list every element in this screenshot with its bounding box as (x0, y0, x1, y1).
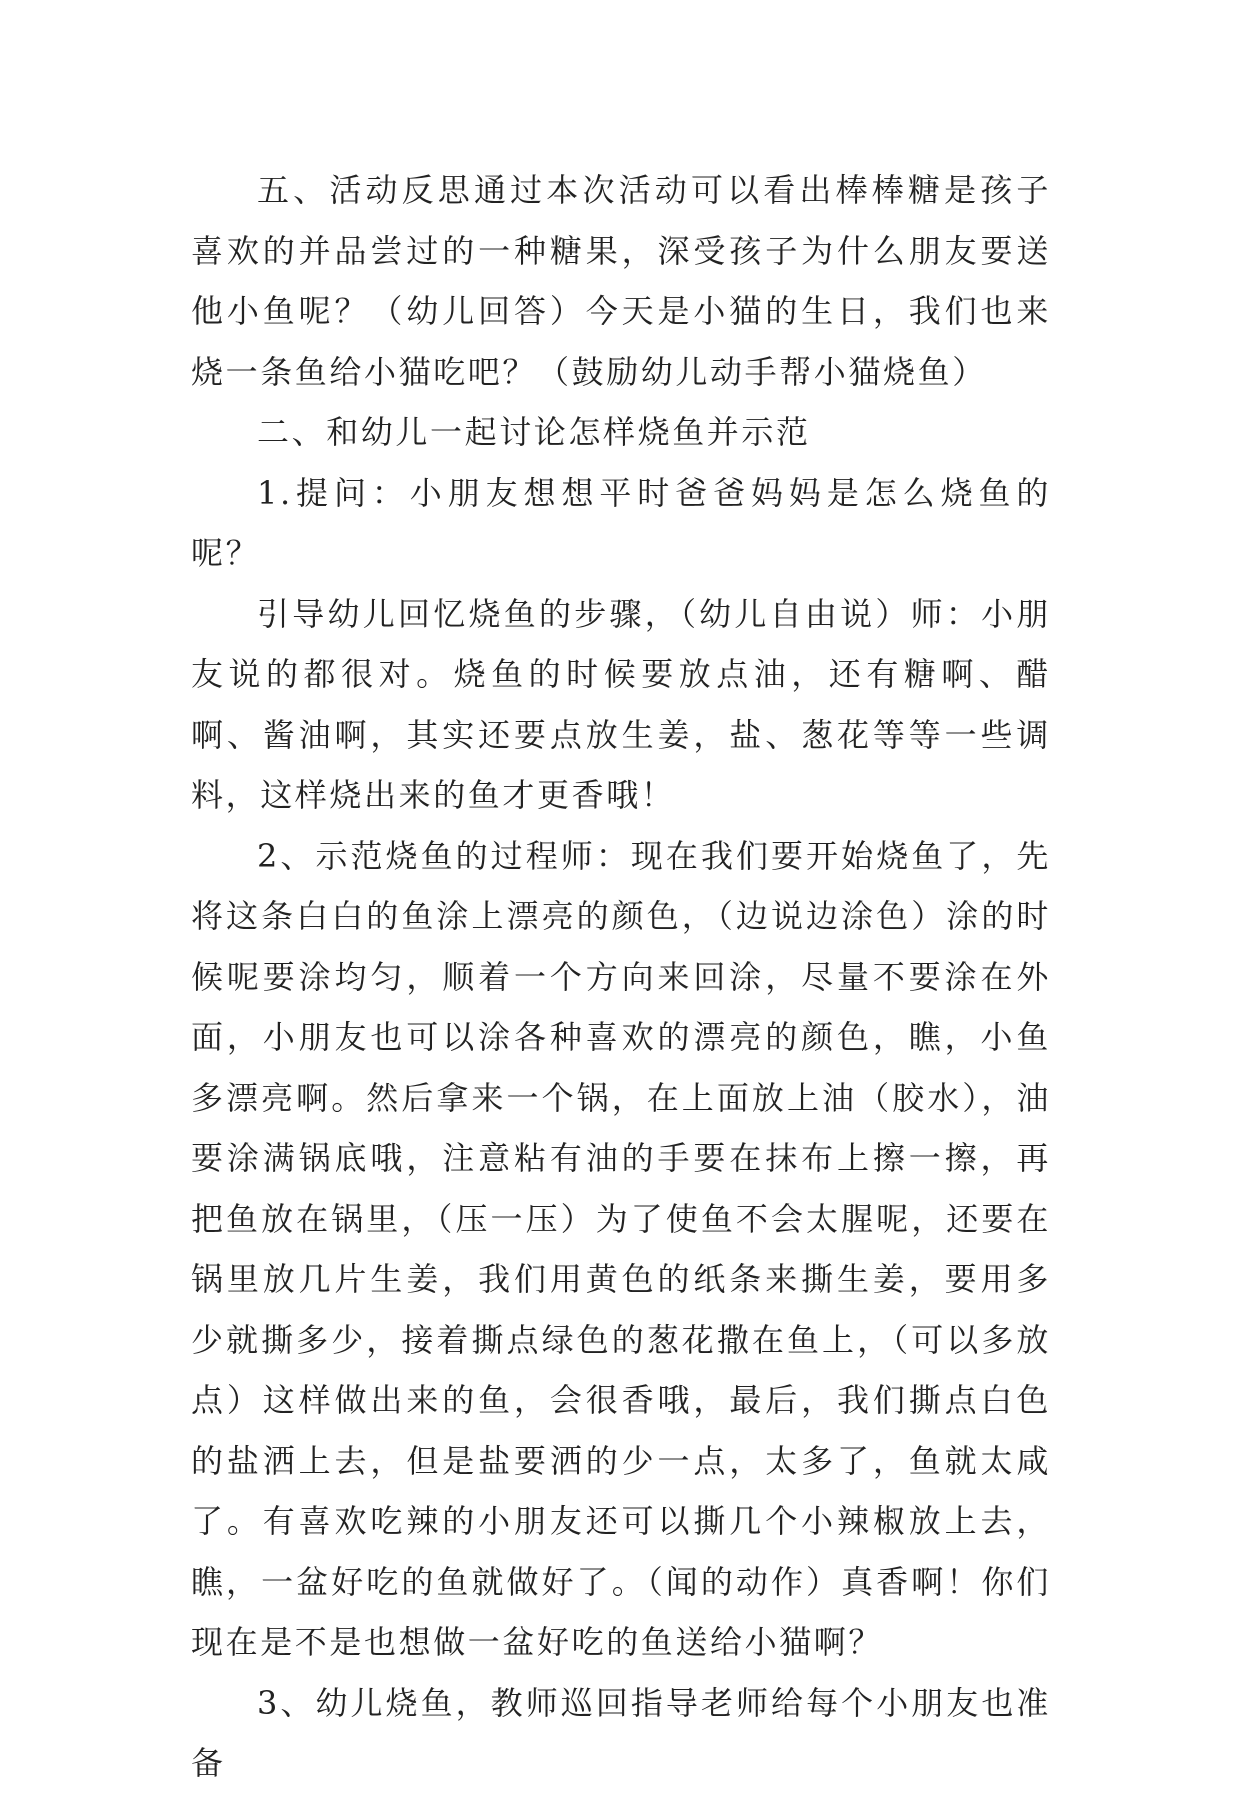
paragraph-section-two-heading: 二、和幼儿一起讨论怎样烧鱼并示范 (257, 413, 811, 451)
paragraph-recall-steps: 引导幼儿回忆烧鱼的步骤，（幼儿自由说）师：小朋友说的都很对。烧鱼的时候要放点油，还有糖啊、醋啊、酱油啊，其实还要点放生姜，盐、葱花等等一些调料，这样烧出来的鱼才更香哦！ (191, 594, 1051, 814)
paragraph-children-cooking: 3、幼儿烧鱼，教师巡回指导老师给每个小朋友也准备 (191, 1683, 1051, 1782)
paragraph-demonstration: 2、示范烧鱼的过程师：现在我们要开始烧鱼了，先将这条白白的鱼涂上漂亮的颜色，（边说边涂色）涂的时候呢要涂均匀，顺着一个方向来回涂，尽量不要涂在外面，小朋友也可以涂各种喜欢的漂亮的颜色，瞧，小鱼多漂亮啊。然后拿来一个锅，在上面放上油（胶水），油要涂满锅底哦，注意粘有油的手要在抹布上擦一擦，再把鱼放在锅里，（压一压）为了使鱼不会太腥呢，还要在锅里放几片生姜，我们用黄色的纸条来撕生姜，要用多少就撕多少，接着撕点绿色的葱花撒在鱼上，（可以多放点）这样做出来的鱼，会很香哦，最后，我们撕点白色的盐洒上去，但是盐要洒的少一点，太多了，鱼就太咸了。有喜欢吃辣的小朋友还可以撕几个小辣椒放上去，瞧，一盆好吃的鱼就做好了。（闻的动作）真香啊！你们现在是不是也想做一盆好吃的鱼送给小猫啊？ (191, 836, 1051, 1661)
document-body (191, 160, 1051, 1794)
paragraph-question: 1.提问：小朋友想想平时爸爸妈妈是怎么烧鱼的呢？ (191, 473, 1051, 572)
paragraph-reflection: 五、活动反思通过本次活动可以看出棒棒糖是孩子喜欢的并品尝过的一种糖果，深受孩子为什么朋友要送他小鱼呢？（幼儿回答）今天是小猫的生日，我们也来烧一条鱼给小猫吃吧？（鼓励幼儿动手帮小猫烧鱼） (191, 171, 1051, 391)
